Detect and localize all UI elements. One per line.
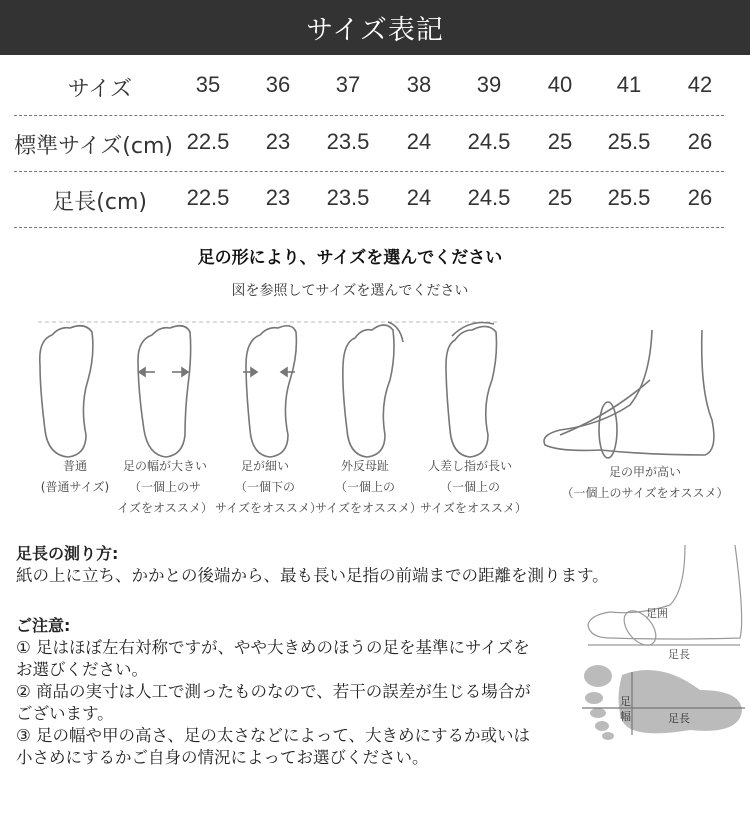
cell: 22.5 <box>186 129 230 154</box>
cell: 24.5 <box>467 185 511 210</box>
cell: 39 <box>476 72 502 97</box>
note-line: 小さめにするかご自身の情況によってお選びください。 <box>16 748 429 767</box>
foot-type-name: 足が細い <box>240 459 289 473</box>
foot-type-narrow <box>215 456 322 519</box>
cell: 38 <box>406 72 432 97</box>
table-row <box>0 60 750 116</box>
foot-outlines-icon <box>0 310 750 460</box>
svg-text:足長: 足長 <box>668 712 690 725</box>
foot-shape-heading: 足の形により、サイズを選んでください <box>197 248 503 268</box>
foot-type-name: 足の甲が高い <box>608 465 681 479</box>
cell: 42 <box>687 72 713 97</box>
cell: 36 <box>265 72 291 97</box>
notes-title: ご注意: <box>16 616 71 635</box>
foot-shape-subheading: 図を参照してサイズを選んでください <box>231 283 469 299</box>
table-row <box>0 117 750 173</box>
cell: 24 <box>406 185 432 210</box>
page-header <box>0 0 750 55</box>
cell: 23.5 <box>326 129 370 154</box>
foot-type-note: （一個下の <box>234 480 295 494</box>
foot-type-name: 人差し指が長い <box>427 459 512 473</box>
table-row <box>0 173 750 229</box>
notes-section <box>16 615 531 769</box>
divider <box>14 171 724 172</box>
cell: 37 <box>335 72 361 97</box>
note-line: ② 商品の実寸は人工で測ったものなので、若干の誤差が生じる場合が <box>16 682 531 701</box>
cell: 23.5 <box>326 185 370 210</box>
foot-shape-illustrations <box>0 310 750 530</box>
svg-text:足: 足 <box>620 695 631 708</box>
foot-type-note: サイズをオススメ） <box>420 501 527 515</box>
divider <box>14 227 724 228</box>
divider <box>14 115 724 116</box>
foot-measure-icon <box>570 540 750 740</box>
cell: 23 <box>265 185 291 210</box>
page-title: サイズ表記 <box>306 15 444 46</box>
note-line: お選びください。 <box>16 660 148 679</box>
cell: 25 <box>547 129 573 154</box>
foot-type-wide <box>110 456 220 519</box>
svg-text:足囲: 足囲 <box>646 607 668 620</box>
foot-type-high-instep <box>560 462 730 504</box>
cell: 26 <box>687 185 713 210</box>
foot-type-note: （一個上の <box>439 480 500 494</box>
foot-type-note: （一個上の <box>334 480 395 494</box>
cell: 25.5 <box>607 185 651 210</box>
measure-title: 足長の測り方: <box>16 544 119 563</box>
row-label: 足長(cm) <box>52 190 147 215</box>
cell: 23 <box>265 129 291 154</box>
cell: 26 <box>687 129 713 154</box>
cell: 35 <box>195 72 221 97</box>
foot-type-note: イズをオススメ） <box>117 501 213 515</box>
foot-type-note: (普通サイズ) <box>40 480 110 494</box>
cell: 24 <box>406 129 432 154</box>
note-line: ① 足はほぼ左右対称ですが、やや大きめのほうの足を基準にサイズを <box>16 638 530 657</box>
foot-type-long-toe <box>420 456 527 519</box>
row-label: 標準サイズ(cm) <box>14 134 173 159</box>
measurement-diagram <box>570 540 750 740</box>
measure-body: 紙の上に立ち、かかとの後端から、最も長い足指の前端までの距離を測ります。 <box>16 566 609 585</box>
note-line: ③ 足の幅や甲の高さ、足の太さなどによって、大きめにするか或いは <box>16 726 531 745</box>
cell: 24.5 <box>467 129 511 154</box>
foot-type-note: （一個上のサイズをオススメ） <box>561 486 729 500</box>
foot-type-note: （一個上のサ <box>128 480 201 494</box>
foot-type-note: サイズをオススメ） <box>315 501 422 515</box>
foot-type-name: 普通 <box>62 459 87 473</box>
note-line: ございます。 <box>16 704 114 723</box>
foot-type-name: 外反母趾 <box>340 459 389 473</box>
measure-section <box>16 543 609 587</box>
svg-text:足長: 足長 <box>668 648 690 661</box>
foot-type-note: サイズをオススメ） <box>215 501 322 515</box>
cell: 41 <box>616 72 642 97</box>
cell: 40 <box>547 72 573 97</box>
foot-type-bunion <box>315 456 422 519</box>
svg-text:幅: 幅 <box>620 710 631 723</box>
foot-type-name: 足の幅が大きい <box>122 459 207 473</box>
row-label: サイズ <box>67 77 132 102</box>
cell: 25.5 <box>607 129 651 154</box>
cell: 25 <box>547 185 573 210</box>
cell: 22.5 <box>186 185 230 210</box>
